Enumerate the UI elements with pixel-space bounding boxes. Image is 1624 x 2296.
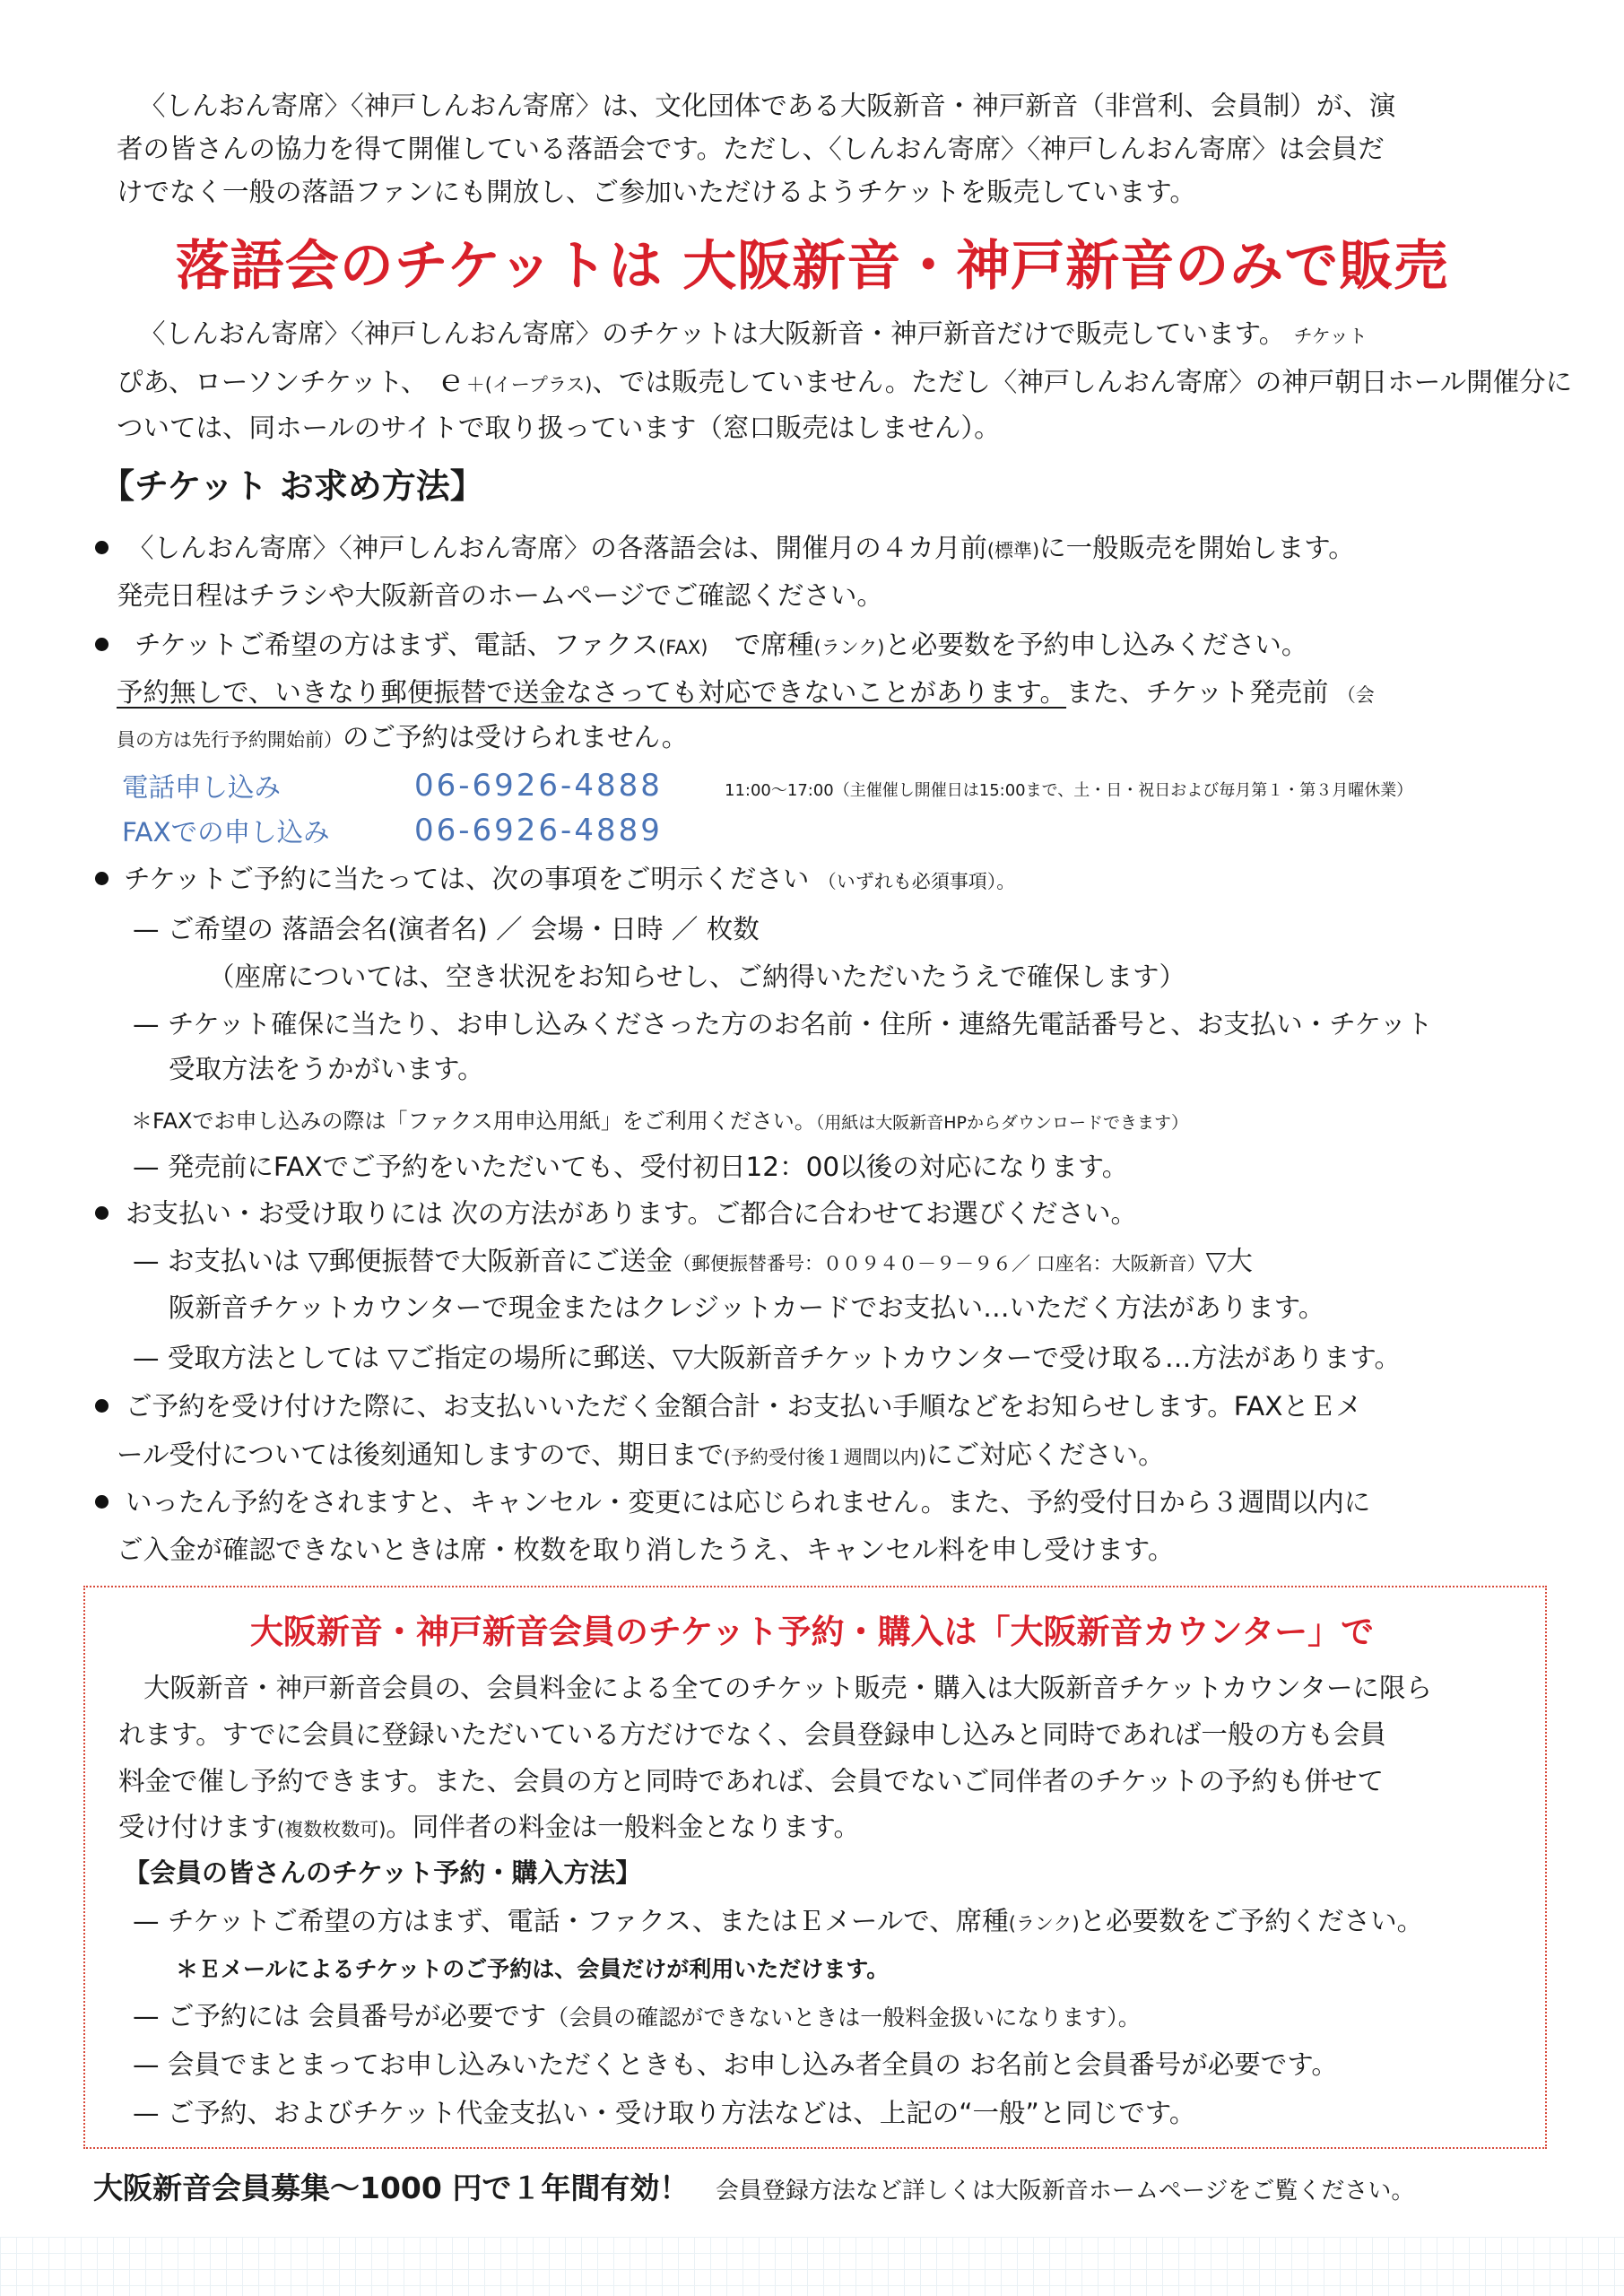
bullet3-item-2-line-1: — チケット確保に当たり、お申し込みくださった方のお名前・住所・連絡先電話番号と、お支払い・チケット — [133, 1009, 1433, 1039]
member-box-item-2: — ご予約には 会員番号が必要です（会員の確認ができないときは一般料金扱いになります）。 — [133, 2001, 1141, 2031]
fax-number[interactable]: 06-6926-4889 — [414, 813, 663, 848]
bullet-icon — [95, 1495, 109, 1509]
bullet3-item-1: — ご希望の 落語会名(演者名) ／ 会場・日時 ／ 枚数 — [133, 914, 760, 944]
bullet5-line-2: ール受付については後刻通知しますので、期日まで(予約受付後１週間以内)にご対応ください。 — [117, 1439, 1165, 1470]
bullet6-line-1: いったん予約をされますと、キャンセル・変更には応じられません。また、予約受付日から３週間以内に — [126, 1487, 1371, 1518]
bullet1-line-2: 発売日程はチラシや大阪新音のホームページでご確認ください。 — [117, 580, 883, 611]
member-box-item-3: — 会員でまとまってお申し込みいただくときも、お申し込み者全員の お名前と会員番号が必要です。 — [133, 2049, 1338, 2080]
bullet-icon — [95, 1399, 109, 1413]
intro-line-2: 者の皆さんの協力を得て開催している落語会です。ただし、〈しんおん寄席〉〈神戸しんおん寄席〉は会員だ — [117, 134, 1385, 164]
footer-recruit: 大阪新音会員募集～1000 円で１年間有効！ — [93, 2170, 690, 2205]
bullet3-item-3: — 発売前にFAXでご予約をいただいても、受付初日12：00以後の対応になります。 — [133, 1152, 1129, 1182]
bullet1-line-1: 〈しんおん寄席〉〈神戸しんおん寄席〉の各落語会は、開催月の４カ月前(標準)に一般販売を開始します。 — [127, 533, 1355, 563]
member-box-subheading: 【会員の皆さんのチケット予約・購入方法】 — [124, 1857, 642, 1888]
member-box-para-line-4: 受け付けます(複数枚数可)。同伴者の料金は一般料金となります。 — [118, 1812, 861, 1842]
sales-note-line-1: 〈しんおん寄席〉〈神戸しんおん寄席〉のチケットは大阪新音・神戸新音だけで販売しています。 チケット — [139, 318, 1368, 349]
sales-note-line-3: ついては、同ホールのサイトで取り扱っています（窓口販売はしません）。 — [117, 413, 1001, 443]
bullet-icon — [95, 541, 109, 554]
bullet4-item-1-line-2: 阪新音チケットカウンターで現金またはクレジットカードでお支払い…いただく方法があります。 — [169, 1292, 1325, 1323]
member-box-para-line-1: 大阪新音・神戸新音会員の、会員料金による全てのチケット販売・購入は大阪新音チケットカウンターに限ら — [143, 1673, 1432, 1703]
member-box-item-1: — チケットご希望の方はまず、電話・ファクス、またはＥメールで、席種(ランク)と必要数をご予約ください。 — [133, 1906, 1424, 1936]
sales-note-line-2: ぴあ、ローソンチケット、 ｅ＋(イープラス)、では販売していません。ただし〈神戸しんおん寄席〉の神戸朝日ホール開催分に — [117, 363, 1573, 399]
howto-heading: 【チケット お求め方法】 — [100, 466, 484, 506]
intro-line-1: 〈しんおん寄席〉〈神戸しんおん寄席〉は、文化団体である大阪新音・神戸新音（非営利、会員制）が、演 — [139, 91, 1396, 121]
bullet-icon — [95, 638, 109, 651]
bullet2-line-3: 員の方は先行予約開始前）のご予約は受けられません。 — [117, 722, 689, 752]
bullet4-item-1-line-1: — お支払いは ▽郵便振替で大阪新音にご送金（郵便振替番号：００９４０－９－９６／ 口座名：大阪新音）▽大 — [133, 1246, 1253, 1276]
member-box-email-note: ＊Ｅメールによるチケットのご予約は、会員だけが利用いただけます。 — [176, 1956, 890, 1982]
member-box-item-4: — ご予約、およびチケット代金支払い・受け取り方法などは、上記の“一般”と同じです。 — [133, 2098, 1196, 2128]
tel-number[interactable]: 06-6926-4888 — [414, 768, 663, 804]
bullet3-item-1-note: （座席については、空き状況をお知らせし、ご納得いただいたうえで確保します） — [208, 961, 1186, 992]
fax-label: FAXでの申し込み — [122, 817, 330, 848]
bullet3-line-1: チケットご予約に当たっては、次の事項をご明示ください （いずれも必須事項）。 — [124, 864, 1016, 894]
bullet2-line-1: チケットご希望の方はまず、電話、ファクス(FAX) で席種(ランク)と必要数を予約申し込みください。 — [135, 630, 1308, 660]
warning-underlined: 予約無しで、いきなり郵便振替で送金なさっても対応できないことがあります。 — [117, 677, 1067, 708]
tel-hours: 11:00～17:00（主催催し開催日は15:00まで、土・日・祝日および毎月第１・第３月曜休業） — [725, 781, 1413, 800]
footer-info: 会員登録方法など詳しくは大阪新音ホームページをご覧ください。 — [715, 2178, 1415, 2205]
member-box-para-line-3: 料金で催し予約できます。また、会員の方と同時であれば、会員でないご同伴者のチケットの予約も併せて — [118, 1766, 1384, 1796]
bullet-icon — [95, 1206, 109, 1220]
intro-line-3: けでなく一般の落語ファンにも開放し、ご参加いただけるようチケットを販売しています。 — [117, 177, 1196, 207]
bullet-icon — [95, 872, 109, 885]
bullet2-line-2: 予約無しで、いきなり郵便振替で送金なさっても対応できないことがあります。また、チケット発売前 （会 — [117, 677, 1375, 708]
member-box-heading: 大阪新音・神戸新音会員のチケット予約・購入は「大阪新音カウンター」で — [249, 1613, 1375, 1651]
bullet3-fax-note: ＊FAXでお申し込みの際は「ファクス用申込用紙」をご利用ください。（用紙は大阪新音HPからダウンロードできます） — [131, 1109, 1188, 1134]
footer — [93, 2170, 1414, 2209]
bullet4-line-1: お支払い・お受け取りには 次の方法があります。ご都合に合わせてお選びください。 — [126, 1198, 1138, 1229]
bullet6-line-2: ご入金が確認できないときは席・枚数を取り消したうえ、キャンセル料を申し受けます。 — [117, 1535, 1175, 1565]
member-box-para-line-2: れます。すでに会員に登録いただいている方だけでなく、会員登録申し込みと同時であれば一般の方も会員 — [118, 1719, 1386, 1750]
headline: 落語会のチケットは 大阪新音・神戸新音のみで販売 — [175, 235, 1449, 298]
bullet3-item-2-line-2: 受取方法をうかがいます。 — [169, 1054, 484, 1084]
bullet5-line-1: ご予約を受け付けた際に、お支払いいただく金額合計・お支払い手順などをお知らせします。FAXとＥメ — [126, 1391, 1362, 1422]
tel-label: 電話申し込み — [122, 772, 282, 803]
scan-grid-strip — [0, 2237, 1624, 2296]
bullet4-item-2: — 受取方法としては ▽ご指定の場所に郵送、▽大阪新音チケットカウンターで受け取る…方法があります。 — [133, 1343, 1402, 1373]
